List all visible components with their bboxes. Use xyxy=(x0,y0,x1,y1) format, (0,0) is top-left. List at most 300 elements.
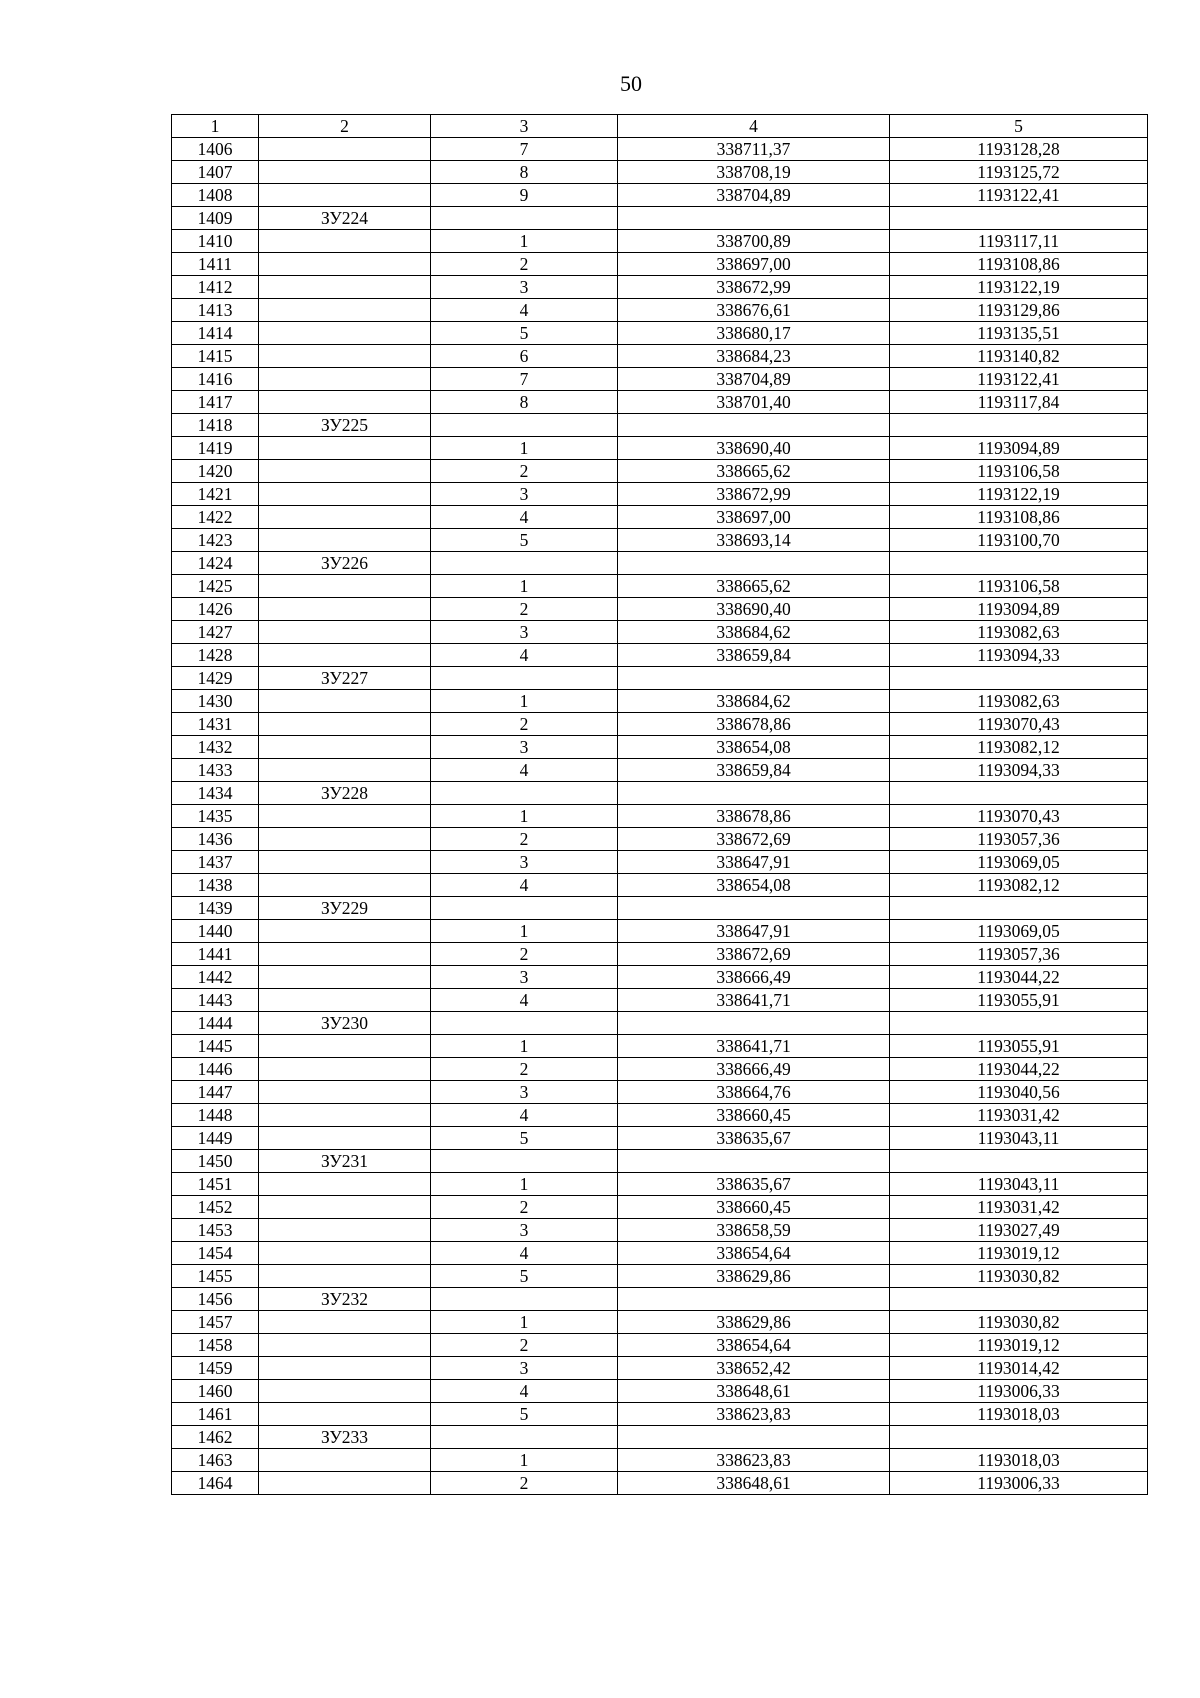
table-row xyxy=(172,506,1148,529)
y-coordinate-cell: 1193019,12 xyxy=(890,1334,1148,1357)
y-coordinate-cell: 1193094,89 xyxy=(890,598,1148,621)
y-coordinate-cell: 1193108,86 xyxy=(890,506,1148,529)
table-row xyxy=(172,230,1148,253)
point-number-cell: 8 xyxy=(431,391,618,414)
point-number-cell: 3 xyxy=(431,483,618,506)
table-row xyxy=(172,1403,1148,1426)
table-row xyxy=(172,345,1148,368)
x-coordinate-cell: 338684,62 xyxy=(618,621,890,644)
plot-id-cell xyxy=(259,1058,431,1081)
point-number-cell: 5 xyxy=(431,1265,618,1288)
plot-id-cell xyxy=(259,1127,431,1150)
y-coordinate-cell: 1193135,51 xyxy=(890,322,1148,345)
row-number-cell: 1408 xyxy=(172,184,259,207)
x-coordinate-cell: 338654,64 xyxy=(618,1242,890,1265)
row-number-cell: 1420 xyxy=(172,460,259,483)
y-coordinate-cell: 1193031,42 xyxy=(890,1196,1148,1219)
plot-id-cell xyxy=(259,1242,431,1265)
y-coordinate-cell: 1193019,12 xyxy=(890,1242,1148,1265)
row-number-cell: 1448 xyxy=(172,1104,259,1127)
plot-id-cell xyxy=(259,138,431,161)
row-number-cell: 1406 xyxy=(172,138,259,161)
y-coordinate-cell: 1193094,89 xyxy=(890,437,1148,460)
table-row xyxy=(172,1334,1148,1357)
x-coordinate-cell: 338684,23 xyxy=(618,345,890,368)
row-number-cell: 1442 xyxy=(172,966,259,989)
point-number-cell: 4 xyxy=(431,506,618,529)
plot-id-cell: ЗУ232 xyxy=(259,1288,431,1311)
row-number-cell: 1428 xyxy=(172,644,259,667)
row-number-cell: 1440 xyxy=(172,920,259,943)
row-number-cell: 1413 xyxy=(172,299,259,322)
y-coordinate-cell: 1193043,11 xyxy=(890,1127,1148,1150)
x-coordinate-cell: 338665,62 xyxy=(618,575,890,598)
page-number: 50 xyxy=(620,71,642,96)
table-row xyxy=(172,138,1148,161)
row-number-cell: 1416 xyxy=(172,368,259,391)
plot-id-cell xyxy=(259,1380,431,1403)
plot-id-cell xyxy=(259,1357,431,1380)
y-coordinate-cell: 1193057,36 xyxy=(890,943,1148,966)
y-coordinate-cell: 1193082,12 xyxy=(890,736,1148,759)
x-coordinate-cell: 338654,64 xyxy=(618,1334,890,1357)
point-number-cell xyxy=(431,207,618,230)
x-coordinate-cell xyxy=(618,1012,890,1035)
x-coordinate-cell xyxy=(618,1426,890,1449)
point-number-cell: 2 xyxy=(431,1334,618,1357)
y-coordinate-cell: 1193094,33 xyxy=(890,759,1148,782)
row-number-cell: 1461 xyxy=(172,1403,259,1426)
point-number-cell: 8 xyxy=(431,161,618,184)
y-coordinate-cell: 1193108,86 xyxy=(890,253,1148,276)
y-coordinate-cell xyxy=(890,207,1148,230)
x-coordinate-cell: 338701,40 xyxy=(618,391,890,414)
plot-id-cell xyxy=(259,644,431,667)
point-number-cell xyxy=(431,1426,618,1449)
plot-id-cell xyxy=(259,920,431,943)
point-number-cell: 5 xyxy=(431,1127,618,1150)
table-row xyxy=(172,667,1148,690)
x-coordinate-cell: 338664,76 xyxy=(618,1081,890,1104)
x-coordinate-cell: 338648,61 xyxy=(618,1472,890,1495)
table-row xyxy=(172,575,1148,598)
plot-id-cell xyxy=(259,1196,431,1219)
x-coordinate-cell: 338623,83 xyxy=(618,1449,890,1472)
point-number-cell: 3 xyxy=(431,966,618,989)
y-coordinate-cell xyxy=(890,552,1148,575)
x-coordinate-cell xyxy=(618,552,890,575)
table-row xyxy=(172,1127,1148,1150)
point-number-cell: 2 xyxy=(431,943,618,966)
x-coordinate-cell: 338629,86 xyxy=(618,1265,890,1288)
plot-id-cell: ЗУ231 xyxy=(259,1150,431,1173)
table-row xyxy=(172,1150,1148,1173)
y-coordinate-cell: 1193040,56 xyxy=(890,1081,1148,1104)
y-coordinate-cell: 1193100,70 xyxy=(890,529,1148,552)
y-coordinate-cell: 1193043,11 xyxy=(890,1173,1148,1196)
row-number-cell: 1459 xyxy=(172,1357,259,1380)
point-number-cell: 2 xyxy=(431,1472,618,1495)
point-number-cell: 7 xyxy=(431,368,618,391)
table-row xyxy=(172,828,1148,851)
x-coordinate-cell: 338635,67 xyxy=(618,1127,890,1150)
y-coordinate-cell: 1193117,11 xyxy=(890,230,1148,253)
row-number-cell: 1426 xyxy=(172,598,259,621)
plot-id-cell xyxy=(259,1173,431,1196)
point-number-cell: 4 xyxy=(431,1242,618,1265)
x-coordinate-cell: 338652,42 xyxy=(618,1357,890,1380)
plot-id-cell xyxy=(259,1265,431,1288)
table-row xyxy=(172,1288,1148,1311)
y-coordinate-cell: 1193070,43 xyxy=(890,713,1148,736)
table-row xyxy=(172,460,1148,483)
table-row xyxy=(172,805,1148,828)
point-number-cell: 3 xyxy=(431,1219,618,1242)
y-coordinate-cell: 1193106,58 xyxy=(890,575,1148,598)
y-coordinate-cell: 1193006,33 xyxy=(890,1380,1148,1403)
table-row xyxy=(172,897,1148,920)
row-number-cell: 1457 xyxy=(172,1311,259,1334)
row-number-cell: 1414 xyxy=(172,322,259,345)
y-coordinate-cell xyxy=(890,667,1148,690)
point-number-cell: 1 xyxy=(431,1311,618,1334)
table-row xyxy=(172,529,1148,552)
table-row xyxy=(172,759,1148,782)
x-coordinate-cell: 338690,40 xyxy=(618,598,890,621)
x-coordinate-cell: 338676,61 xyxy=(618,299,890,322)
row-number-cell: 1411 xyxy=(172,253,259,276)
row-number-cell: 1434 xyxy=(172,782,259,805)
plot-id-cell xyxy=(259,874,431,897)
table-row xyxy=(172,1104,1148,1127)
plot-id-cell xyxy=(259,1081,431,1104)
point-number-cell xyxy=(431,552,618,575)
row-number-cell: 1435 xyxy=(172,805,259,828)
plot-id-cell xyxy=(259,483,431,506)
table-row xyxy=(172,552,1148,575)
plot-id-cell xyxy=(259,1035,431,1058)
plot-id-cell xyxy=(259,345,431,368)
x-coordinate-cell: 338635,67 xyxy=(618,1173,890,1196)
x-coordinate-cell: 338666,49 xyxy=(618,966,890,989)
point-number-cell: 2 xyxy=(431,460,618,483)
plot-id-cell xyxy=(259,598,431,621)
y-coordinate-cell: 1193094,33 xyxy=(890,644,1148,667)
plot-id-cell: ЗУ226 xyxy=(259,552,431,575)
table-row xyxy=(172,322,1148,345)
table-row xyxy=(172,1357,1148,1380)
point-number-cell: 1 xyxy=(431,1449,618,1472)
row-number-cell: 1453 xyxy=(172,1219,259,1242)
x-coordinate-cell: 338672,69 xyxy=(618,943,890,966)
point-number-cell: 6 xyxy=(431,345,618,368)
table-row xyxy=(172,1472,1148,1495)
row-number-cell: 1423 xyxy=(172,529,259,552)
table-row xyxy=(172,598,1148,621)
plot-id-cell: ЗУ230 xyxy=(259,1012,431,1035)
point-number-cell: 7 xyxy=(431,138,618,161)
row-number-cell: 1425 xyxy=(172,575,259,598)
x-coordinate-cell xyxy=(618,667,890,690)
row-number-cell: 1427 xyxy=(172,621,259,644)
table-row xyxy=(172,1012,1148,1035)
table-row xyxy=(172,1242,1148,1265)
row-number-cell: 1410 xyxy=(172,230,259,253)
plot-id-cell xyxy=(259,759,431,782)
plot-id-cell xyxy=(259,161,431,184)
point-number-cell xyxy=(431,1150,618,1173)
row-number-cell: 1417 xyxy=(172,391,259,414)
table-header-row xyxy=(172,115,1148,138)
row-number-cell: 1412 xyxy=(172,276,259,299)
row-number-cell: 1419 xyxy=(172,437,259,460)
coordinates-table xyxy=(171,114,1148,1495)
point-number-cell: 1 xyxy=(431,805,618,828)
plot-id-cell xyxy=(259,437,431,460)
plot-id-cell xyxy=(259,391,431,414)
point-number-cell: 3 xyxy=(431,1081,618,1104)
y-coordinate-cell: 1193030,82 xyxy=(890,1311,1148,1334)
x-coordinate-cell: 338623,83 xyxy=(618,1403,890,1426)
point-number-cell: 2 xyxy=(431,1196,618,1219)
plot-id-cell: ЗУ229 xyxy=(259,897,431,920)
row-number-cell: 1445 xyxy=(172,1035,259,1058)
x-coordinate-cell: 338658,59 xyxy=(618,1219,890,1242)
plot-id-cell xyxy=(259,460,431,483)
table-row xyxy=(172,621,1148,644)
table-row xyxy=(172,713,1148,736)
plot-id-cell: ЗУ224 xyxy=(259,207,431,230)
table-row xyxy=(172,1426,1148,1449)
point-number-cell: 4 xyxy=(431,759,618,782)
table-row xyxy=(172,690,1148,713)
table-row xyxy=(172,966,1148,989)
x-coordinate-cell: 338708,19 xyxy=(618,161,890,184)
plot-id-cell xyxy=(259,253,431,276)
row-number-cell: 1437 xyxy=(172,851,259,874)
y-coordinate-cell: 1193128,28 xyxy=(890,138,1148,161)
table-row xyxy=(172,391,1148,414)
point-number-cell: 3 xyxy=(431,621,618,644)
y-coordinate-cell: 1193122,19 xyxy=(890,483,1148,506)
table-row xyxy=(172,736,1148,759)
y-coordinate-cell xyxy=(890,1288,1148,1311)
x-coordinate-cell: 338665,62 xyxy=(618,460,890,483)
row-number-cell: 1443 xyxy=(172,989,259,1012)
point-number-cell: 2 xyxy=(431,1058,618,1081)
point-number-cell: 3 xyxy=(431,851,618,874)
x-coordinate-cell: 338647,91 xyxy=(618,920,890,943)
table-row xyxy=(172,1449,1148,1472)
point-number-cell: 1 xyxy=(431,575,618,598)
column-header-1: 1 xyxy=(172,115,259,138)
row-number-cell: 1409 xyxy=(172,207,259,230)
point-number-cell: 4 xyxy=(431,644,618,667)
point-number-cell: 4 xyxy=(431,874,618,897)
x-coordinate-cell xyxy=(618,897,890,920)
row-number-cell: 1436 xyxy=(172,828,259,851)
x-coordinate-cell: 338654,08 xyxy=(618,874,890,897)
x-coordinate-cell: 338641,71 xyxy=(618,1035,890,1058)
y-coordinate-cell: 1193055,91 xyxy=(890,989,1148,1012)
x-coordinate-cell xyxy=(618,414,890,437)
x-coordinate-cell: 338654,08 xyxy=(618,736,890,759)
y-coordinate-cell: 1193106,58 xyxy=(890,460,1148,483)
x-coordinate-cell: 338711,37 xyxy=(618,138,890,161)
table-row xyxy=(172,483,1148,506)
row-number-cell: 1432 xyxy=(172,736,259,759)
point-number-cell: 2 xyxy=(431,598,618,621)
point-number-cell xyxy=(431,782,618,805)
y-coordinate-cell: 1193006,33 xyxy=(890,1472,1148,1495)
point-number-cell: 5 xyxy=(431,529,618,552)
row-number-cell: 1450 xyxy=(172,1150,259,1173)
row-number-cell: 1454 xyxy=(172,1242,259,1265)
plot-id-cell xyxy=(259,966,431,989)
x-coordinate-cell xyxy=(618,1288,890,1311)
x-coordinate-cell: 338648,61 xyxy=(618,1380,890,1403)
point-number-cell: 3 xyxy=(431,276,618,299)
x-coordinate-cell: 338678,86 xyxy=(618,713,890,736)
table-row xyxy=(172,1035,1148,1058)
table-row xyxy=(172,1311,1148,1334)
table-row xyxy=(172,161,1148,184)
plot-id-cell xyxy=(259,713,431,736)
y-coordinate-cell: 1193129,86 xyxy=(890,299,1148,322)
y-coordinate-cell: 1193030,82 xyxy=(890,1265,1148,1288)
row-number-cell: 1422 xyxy=(172,506,259,529)
row-number-cell: 1446 xyxy=(172,1058,259,1081)
x-coordinate-cell: 338672,99 xyxy=(618,483,890,506)
plot-id-cell xyxy=(259,368,431,391)
y-coordinate-cell: 1193044,22 xyxy=(890,966,1148,989)
y-coordinate-cell: 1193018,03 xyxy=(890,1449,1148,1472)
x-coordinate-cell: 338693,14 xyxy=(618,529,890,552)
row-number-cell: 1460 xyxy=(172,1380,259,1403)
y-coordinate-cell: 1193125,72 xyxy=(890,161,1148,184)
y-coordinate-cell: 1193055,91 xyxy=(890,1035,1148,1058)
y-coordinate-cell: 1193027,49 xyxy=(890,1219,1148,1242)
x-coordinate-cell xyxy=(618,207,890,230)
row-number-cell: 1424 xyxy=(172,552,259,575)
x-coordinate-cell: 338666,49 xyxy=(618,1058,890,1081)
plot-id-cell xyxy=(259,851,431,874)
point-number-cell: 2 xyxy=(431,828,618,851)
point-number-cell xyxy=(431,667,618,690)
y-coordinate-cell: 1193014,42 xyxy=(890,1357,1148,1380)
y-coordinate-cell: 1193140,82 xyxy=(890,345,1148,368)
table-row xyxy=(172,1196,1148,1219)
table-row xyxy=(172,1081,1148,1104)
row-number-cell: 1431 xyxy=(172,713,259,736)
row-number-cell: 1439 xyxy=(172,897,259,920)
point-number-cell: 4 xyxy=(431,1104,618,1127)
x-coordinate-cell: 338700,89 xyxy=(618,230,890,253)
row-number-cell: 1441 xyxy=(172,943,259,966)
y-coordinate-cell: 1193122,41 xyxy=(890,368,1148,391)
x-coordinate-cell: 338672,69 xyxy=(618,828,890,851)
point-number-cell: 9 xyxy=(431,184,618,207)
row-number-cell: 1433 xyxy=(172,759,259,782)
y-coordinate-cell xyxy=(890,414,1148,437)
table-row xyxy=(172,943,1148,966)
y-coordinate-cell: 1193044,22 xyxy=(890,1058,1148,1081)
plot-id-cell xyxy=(259,299,431,322)
row-number-cell: 1458 xyxy=(172,1334,259,1357)
column-header-2: 2 xyxy=(259,115,431,138)
point-number-cell: 1 xyxy=(431,1035,618,1058)
plot-id-cell: ЗУ227 xyxy=(259,667,431,690)
point-number-cell: 4 xyxy=(431,1380,618,1403)
point-number-cell xyxy=(431,1288,618,1311)
column-header-4: 4 xyxy=(618,115,890,138)
table-row xyxy=(172,414,1148,437)
plot-id-cell xyxy=(259,805,431,828)
row-number-cell: 1463 xyxy=(172,1449,259,1472)
plot-id-cell xyxy=(259,276,431,299)
y-coordinate-cell: 1193069,05 xyxy=(890,851,1148,874)
plot-id-cell xyxy=(259,1472,431,1495)
x-coordinate-cell: 338660,45 xyxy=(618,1196,890,1219)
plot-id-cell xyxy=(259,690,431,713)
y-coordinate-cell: 1193031,42 xyxy=(890,1104,1148,1127)
x-coordinate-cell: 338697,00 xyxy=(618,253,890,276)
table-row xyxy=(172,644,1148,667)
point-number-cell: 2 xyxy=(431,713,618,736)
point-number-cell xyxy=(431,1012,618,1035)
y-coordinate-cell: 1193018,03 xyxy=(890,1403,1148,1426)
row-number-cell: 1464 xyxy=(172,1472,259,1495)
table-body xyxy=(172,138,1148,1495)
y-coordinate-cell: 1193082,63 xyxy=(890,621,1148,644)
row-number-cell: 1455 xyxy=(172,1265,259,1288)
y-coordinate-cell xyxy=(890,1150,1148,1173)
x-coordinate-cell: 338659,84 xyxy=(618,759,890,782)
row-number-cell: 1451 xyxy=(172,1173,259,1196)
y-coordinate-cell xyxy=(890,782,1148,805)
plot-id-cell xyxy=(259,184,431,207)
point-number-cell: 1 xyxy=(431,920,618,943)
x-coordinate-cell: 338678,86 xyxy=(618,805,890,828)
point-number-cell: 5 xyxy=(431,1403,618,1426)
x-coordinate-cell: 338690,40 xyxy=(618,437,890,460)
point-number-cell: 1 xyxy=(431,230,618,253)
plot-id-cell xyxy=(259,989,431,1012)
table-row xyxy=(172,1265,1148,1288)
x-coordinate-cell: 338704,89 xyxy=(618,368,890,391)
plot-id-cell xyxy=(259,1334,431,1357)
row-number-cell: 1447 xyxy=(172,1081,259,1104)
table-row xyxy=(172,851,1148,874)
plot-id-cell xyxy=(259,322,431,345)
row-number-cell: 1418 xyxy=(172,414,259,437)
y-coordinate-cell: 1193117,84 xyxy=(890,391,1148,414)
table-row xyxy=(172,1219,1148,1242)
point-number-cell xyxy=(431,414,618,437)
y-coordinate-cell: 1193069,05 xyxy=(890,920,1148,943)
y-coordinate-cell xyxy=(890,1426,1148,1449)
table-row xyxy=(172,437,1148,460)
point-number-cell: 3 xyxy=(431,1357,618,1380)
plot-id-cell xyxy=(259,529,431,552)
plot-id-cell xyxy=(259,736,431,759)
table-row xyxy=(172,1173,1148,1196)
y-coordinate-cell: 1193070,43 xyxy=(890,805,1148,828)
row-number-cell: 1462 xyxy=(172,1426,259,1449)
column-header-5: 5 xyxy=(890,115,1148,138)
table-row xyxy=(172,989,1148,1012)
plot-id-cell xyxy=(259,1449,431,1472)
